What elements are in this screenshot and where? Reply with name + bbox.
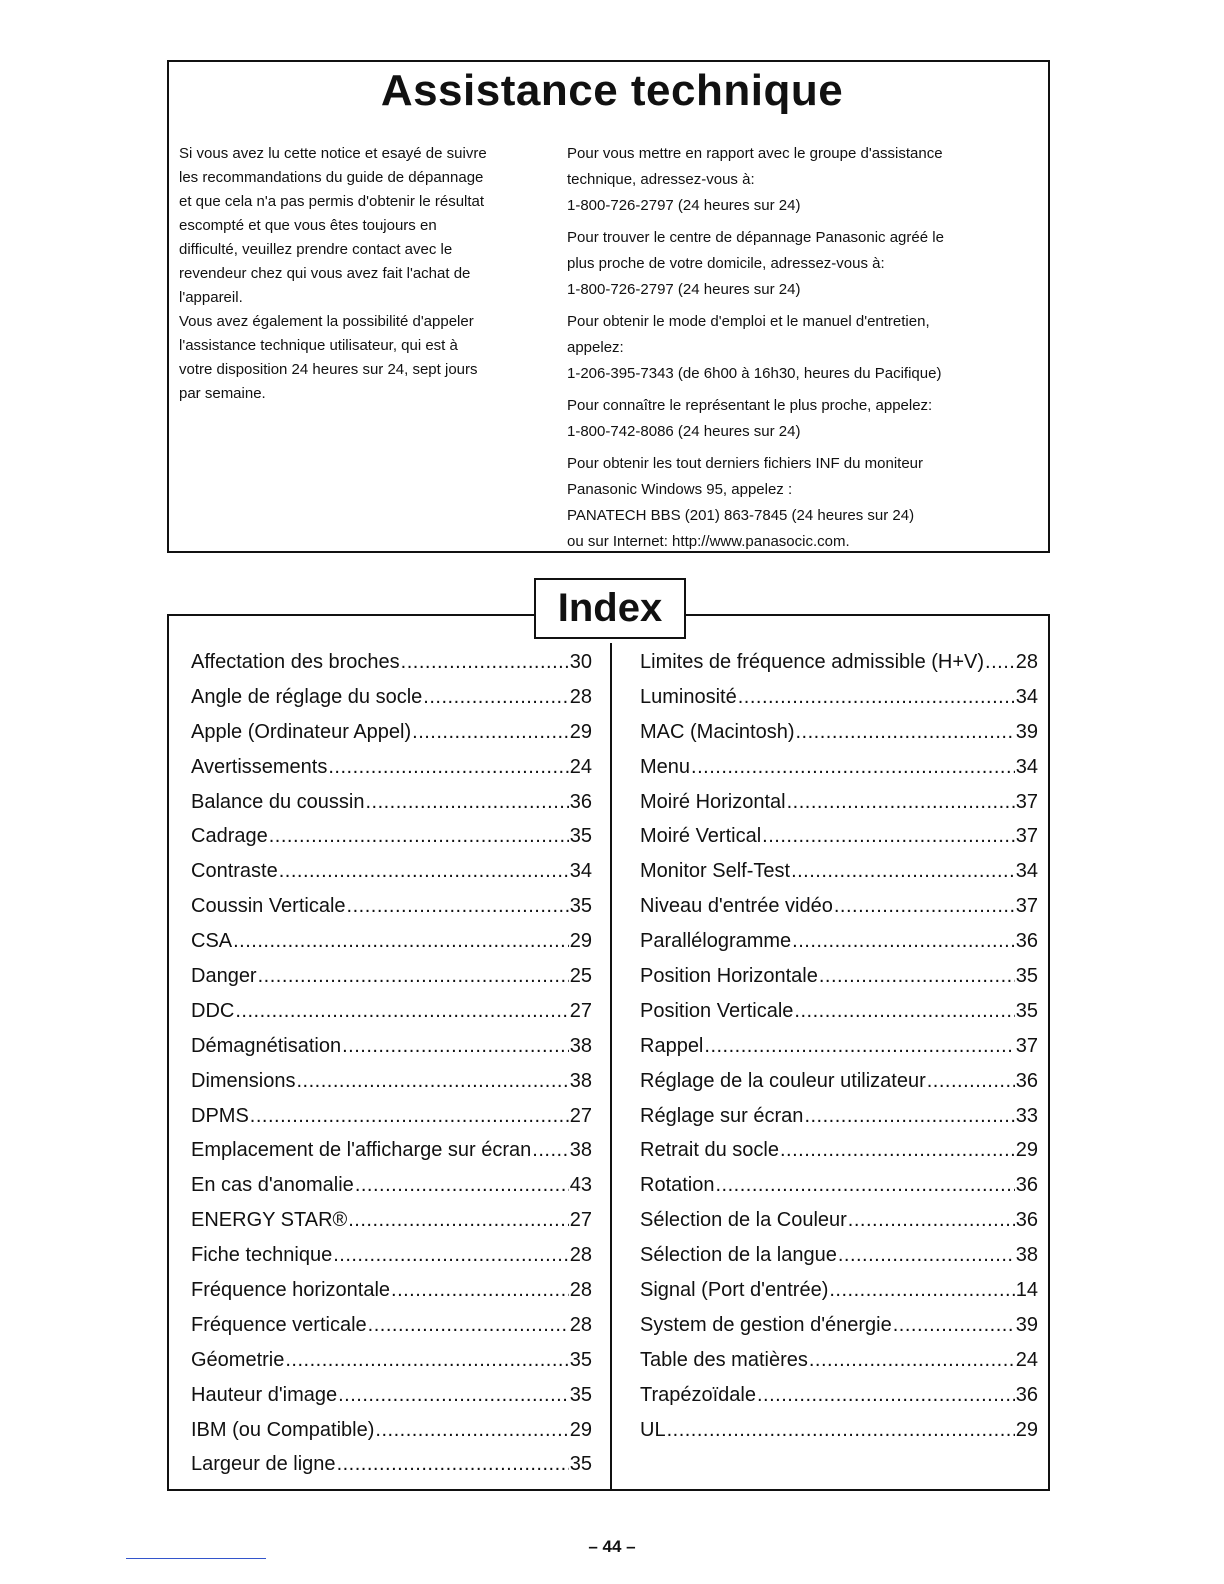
index-leader-dots — [893, 1308, 1015, 1343]
index-term: Fréquence verticale — [191, 1313, 367, 1336]
support-intro-line: l'assistance technique utilisateur, qui est à — [179, 337, 458, 354]
index-page-number: 38 — [569, 1069, 592, 1092]
index-entry — [191, 680, 592, 715]
support-intro-line: escompté et que vous êtes toujours en — [179, 217, 437, 234]
index-leader-dots — [985, 645, 1015, 680]
index-term: Position Horizontale — [640, 965, 818, 988]
index-leader-dots — [423, 680, 568, 715]
index-page-number: 35 — [1015, 999, 1038, 1022]
index-term: Table des matières — [640, 1348, 808, 1371]
index-entry — [640, 1099, 1038, 1134]
index-leader-dots — [375, 1413, 568, 1448]
index-page-number: 29 — [1015, 1418, 1038, 1441]
index-term: Sélection de la Couleur — [640, 1209, 847, 1232]
support-title: Assistance technique — [380, 66, 844, 115]
contact-phone: PANATECH BBS (201) 863-7845 (24 heures sur 24) — [567, 507, 915, 524]
index-term: Menu — [640, 755, 691, 778]
index-term: Fréquence horizontale — [191, 1279, 391, 1302]
index-term: Largeur de ligne — [191, 1453, 336, 1476]
index-term: Trapézoïdale — [640, 1383, 756, 1406]
support-intro-line: Si vous avez lu cette notice et esayé de suivre — [179, 145, 487, 162]
index-entry — [640, 715, 1038, 750]
index-page-number: 36 — [1015, 1174, 1038, 1197]
index-page-number: 35 — [569, 1453, 592, 1476]
index-term: DDC — [191, 999, 235, 1022]
contact-line: Panasonic Windows 95, appelez : — [567, 481, 793, 498]
index-page-number: 34 — [569, 860, 592, 883]
index-entry — [191, 1378, 592, 1413]
index-term: Luminosité — [640, 685, 737, 708]
index-entry — [640, 1413, 1038, 1448]
index-entry — [191, 1064, 592, 1099]
index-leader-dots — [337, 1447, 569, 1482]
index-entry — [191, 1343, 592, 1378]
index-entry — [191, 924, 592, 959]
index-page-number: 37 — [1015, 790, 1038, 813]
index-entry — [640, 1308, 1038, 1343]
index-leader-dots — [365, 785, 568, 820]
index-leader-dots — [809, 1343, 1015, 1378]
index-term: Réglage de la couleur utilizateur — [640, 1069, 926, 1092]
index-leader-dots — [757, 1378, 1015, 1413]
index-entry — [191, 854, 592, 889]
index-entry — [640, 924, 1038, 959]
index-leader-dots — [691, 750, 1015, 785]
contact-line: Pour connaître le représentant le plus proche, appelez: — [567, 397, 933, 414]
index-page-number: 39 — [1015, 720, 1038, 743]
index-leader-dots — [804, 1099, 1014, 1134]
index-leader-dots — [258, 959, 569, 994]
index-entry — [640, 1273, 1038, 1308]
index-page-number: 29 — [569, 930, 592, 953]
support-intro-text — [179, 142, 549, 406]
index-entry — [191, 1273, 592, 1308]
index-leader-dots — [834, 889, 1015, 924]
index-leader-dots — [391, 1273, 569, 1308]
index-leader-dots — [233, 924, 569, 959]
index-page-number: 14 — [1015, 1279, 1038, 1302]
index-term: UL — [640, 1418, 666, 1441]
index-leader-dots — [235, 994, 568, 1029]
index-page-number: 24 — [569, 755, 592, 778]
index-term: System de gestion d'énergie — [640, 1313, 892, 1336]
index-page-number: 34 — [1015, 860, 1038, 883]
index-entry — [640, 959, 1038, 994]
index-leader-dots — [848, 1203, 1015, 1238]
index-term: Démagnétisation — [191, 1034, 342, 1057]
index-entry — [640, 680, 1038, 715]
index-leader-dots — [328, 750, 568, 785]
index-entry — [640, 750, 1038, 785]
index-page-number: 36 — [1015, 1209, 1038, 1232]
index-term: DPMS — [191, 1104, 249, 1127]
index-entry — [191, 994, 592, 1029]
index-leader-dots — [296, 1064, 568, 1099]
index-page-number: 35 — [569, 825, 592, 848]
contact-line: plus proche de votre domicile, adressez-vous à: — [567, 255, 885, 272]
index-page-number: 36 — [1015, 1069, 1038, 1092]
footer-rule — [126, 1558, 266, 1559]
contact-phone: 1-206-395-7343 (de 6h00 à 16h30, heures du Pacifique) — [567, 365, 942, 382]
index-term: Contraste — [191, 860, 278, 883]
index-leader-dots — [829, 1273, 1014, 1308]
index-term: Moiré Horizontal — [640, 790, 786, 813]
index-leader-dots — [250, 1099, 569, 1134]
index-page-number: 27 — [569, 1104, 592, 1127]
index-page-number: 37 — [1015, 825, 1038, 848]
index-leader-dots — [368, 1308, 569, 1343]
index-entry — [191, 1413, 592, 1448]
index-leader-dots — [269, 819, 569, 854]
index-leader-dots — [347, 889, 569, 924]
index-entry — [640, 1133, 1038, 1168]
index-page-number: 36 — [1015, 1383, 1038, 1406]
index-term: Coussin Verticale — [191, 895, 346, 918]
index-title: Index — [534, 578, 686, 639]
index-leader-dots — [787, 785, 1015, 820]
support-intro-line: l'appareil. — [179, 289, 243, 306]
index-leader-dots — [716, 1168, 1015, 1203]
index-entry — [640, 1238, 1038, 1273]
index-page-number: 28 — [1015, 651, 1038, 673]
index-entry — [640, 785, 1038, 820]
support-intro-line: les recommandations du guide de dépannage — [179, 169, 484, 186]
index-term: IBM (ou Compatible) — [191, 1418, 375, 1441]
index-entry — [640, 645, 1038, 680]
index-term: Affectation des broches — [191, 651, 400, 673]
index-column-right — [640, 645, 1038, 1447]
index-leader-dots — [532, 1133, 568, 1168]
index-leader-dots — [285, 1343, 568, 1378]
index-page-number: 43 — [569, 1174, 592, 1197]
contact-line: appelez: — [567, 339, 624, 356]
index-term: Géometrie — [191, 1348, 285, 1371]
index-term: ENERGY STAR® — [191, 1209, 348, 1232]
index-page-number: 30 — [569, 651, 592, 673]
index-page-number: 35 — [1015, 965, 1038, 988]
contact-line: Pour obtenir le mode d'emploi et le manuel d'entretien, — [567, 313, 930, 330]
contact-block-inf-files — [567, 452, 1037, 554]
index-leader-dots — [667, 1413, 1015, 1448]
index-page-number: 28 — [569, 1279, 592, 1302]
index-page-number: 36 — [1015, 930, 1038, 953]
index-leader-dots — [795, 715, 1014, 750]
index-page-number: 37 — [1015, 1034, 1038, 1057]
index-leader-dots — [338, 1378, 569, 1413]
contact-block-manuals — [567, 310, 1037, 386]
index-leader-dots — [927, 1064, 1015, 1099]
index-leader-dots — [704, 1029, 1014, 1064]
index-leader-dots — [348, 1203, 569, 1238]
contact-line: technique, adressez-vous à: — [567, 171, 755, 188]
index-page-number: 35 — [569, 895, 592, 918]
index-page-number: 38 — [569, 1034, 592, 1057]
index-page-number: 37 — [1015, 895, 1038, 918]
index-term: Hauteur d'image — [191, 1383, 338, 1406]
index-entry — [191, 1168, 592, 1203]
index-entry — [640, 1029, 1038, 1064]
index-leader-dots — [412, 715, 569, 750]
index-entry — [191, 1029, 592, 1064]
support-contacts — [567, 142, 1037, 562]
index-page-number: 39 — [1015, 1313, 1038, 1336]
index-leader-dots — [819, 959, 1015, 994]
index-page-number: 28 — [569, 1313, 592, 1336]
index-term: Angle de réglage du socle — [191, 685, 423, 708]
index-entry — [191, 1308, 592, 1343]
index-page-number: 36 — [569, 790, 592, 813]
index-term: Emplacement de l'afficharge sur écran — [191, 1139, 532, 1162]
index-entry — [640, 854, 1038, 889]
index-term: Dimensions — [191, 1069, 296, 1092]
contact-block-service-center — [567, 226, 1037, 302]
index-term: Cadrage — [191, 825, 268, 848]
index-entry — [191, 645, 592, 680]
index-entry — [191, 1203, 592, 1238]
index-entry — [640, 994, 1038, 1029]
index-page-number: 38 — [569, 1139, 592, 1162]
index-page-number: 25 — [569, 965, 592, 988]
index-term: Parallélogramme — [640, 930, 792, 953]
index-leader-dots — [792, 924, 1015, 959]
contact-phone: 1-800-726-2797 (24 heures sur 24) — [567, 281, 801, 298]
index-entry — [191, 1447, 592, 1482]
index-leader-dots — [762, 819, 1015, 854]
contact-phone: 1-800-726-2797 (24 heures sur 24) — [567, 197, 801, 214]
index-term: Réglage sur écran — [640, 1104, 804, 1127]
index-term: Signal (Port d'entrée) — [640, 1279, 829, 1302]
index-page-number: 34 — [1015, 755, 1038, 778]
index-page-number: 28 — [569, 1244, 592, 1267]
index-term: Sélection de la langue — [640, 1244, 837, 1267]
index-leader-dots — [738, 680, 1015, 715]
index-page-number: 29 — [569, 720, 592, 743]
index-entry — [191, 889, 592, 924]
support-intro-line: Vous avez également la possibilité d'appeler — [179, 313, 474, 330]
index-page-number: 27 — [569, 999, 592, 1022]
index-term: CSA — [191, 930, 233, 953]
index-term: Moiré Vertical — [640, 825, 762, 848]
index-leader-dots — [333, 1238, 569, 1273]
support-intro-line: et que cela n'a pas permis d'obtenir le résultat — [179, 193, 485, 210]
index-page-number: 35 — [569, 1348, 592, 1371]
index-page-number: 29 — [1015, 1139, 1038, 1162]
index-leader-dots — [838, 1238, 1015, 1273]
index-page-number: 34 — [1015, 685, 1038, 708]
index-term: Apple (Ordinateur Appel) — [191, 720, 412, 743]
contact-website: ou sur Internet: http://www.panasocic.com. — [567, 533, 850, 550]
index-page-number: 27 — [569, 1209, 592, 1232]
index-entry — [640, 1378, 1038, 1413]
index-term: Avertissements — [191, 755, 328, 778]
index-entry — [191, 785, 592, 820]
support-intro-line: revendeur chez qui vous avez fait l'achat de — [179, 265, 471, 282]
index-entry — [191, 715, 592, 750]
index-leader-dots — [342, 1029, 569, 1064]
index-leader-dots — [355, 1168, 569, 1203]
index-entry — [640, 1343, 1038, 1378]
index-page-number: 24 — [1015, 1348, 1038, 1371]
index-entry — [640, 1064, 1038, 1099]
index-leader-dots — [401, 645, 569, 680]
contact-line: Pour obtenir les tout derniers fichiers INF du moniteur — [567, 455, 923, 472]
index-leader-dots — [780, 1133, 1015, 1168]
index-term: Balance du coussin — [191, 790, 365, 813]
index-leader-dots — [279, 854, 569, 889]
index-page-number: 38 — [1015, 1244, 1038, 1267]
index-entry — [191, 1099, 592, 1134]
index-term: En cas d'anomalie — [191, 1174, 354, 1197]
index-term: Niveau d'entrée vidéo — [640, 895, 833, 918]
support-intro-line: difficulté, veuillez prendre contact avec le — [179, 241, 453, 258]
support-intro-line: votre disposition 24 heures sur 24, sept jours — [179, 361, 478, 378]
index-term: Rotation — [640, 1174, 715, 1197]
index-leader-dots — [794, 994, 1014, 1029]
contact-line: Pour trouver le centre de dépannage Panasonic agréé le — [567, 229, 944, 246]
index-entry — [191, 1133, 592, 1168]
page-number: – 44 – — [588, 1537, 636, 1556]
contact-line: Pour vous mettre en rapport avec le groupe d'assistance — [567, 145, 943, 162]
index-column-left — [191, 645, 592, 1482]
contact-phone: 1-800-742-8086 (24 heures sur 24) — [567, 423, 801, 440]
index-page-number: 29 — [569, 1418, 592, 1441]
index-entry — [640, 889, 1038, 924]
index-entry — [191, 1238, 592, 1273]
index-term: Rappel — [640, 1034, 704, 1057]
contact-block-representative — [567, 394, 1037, 444]
index-entry — [640, 819, 1038, 854]
index-term: Monitor Self-Test — [640, 860, 791, 883]
index-term: Limites de fréquence admissible (H+V) — [640, 651, 985, 673]
index-term: MAC (Macintosh) — [640, 720, 795, 743]
index-page-number: 35 — [569, 1383, 592, 1406]
index-entry — [191, 819, 592, 854]
index-term: Retrait du socle — [640, 1139, 779, 1162]
index-entry — [640, 1203, 1038, 1238]
index-entry — [191, 959, 592, 994]
support-intro-line: par semaine. — [179, 385, 266, 402]
index-term: Danger — [191, 965, 257, 988]
index-leader-dots — [791, 854, 1015, 889]
index-term: Position Verticale — [640, 999, 794, 1022]
index-entry — [191, 750, 592, 785]
contact-block-support — [567, 142, 1037, 218]
index-term: Fiche technique — [191, 1244, 333, 1267]
index-page-number: 28 — [569, 685, 592, 708]
index-page-number: 33 — [1015, 1104, 1038, 1127]
index-column-divider — [610, 643, 612, 1491]
index-entry — [640, 1168, 1038, 1203]
